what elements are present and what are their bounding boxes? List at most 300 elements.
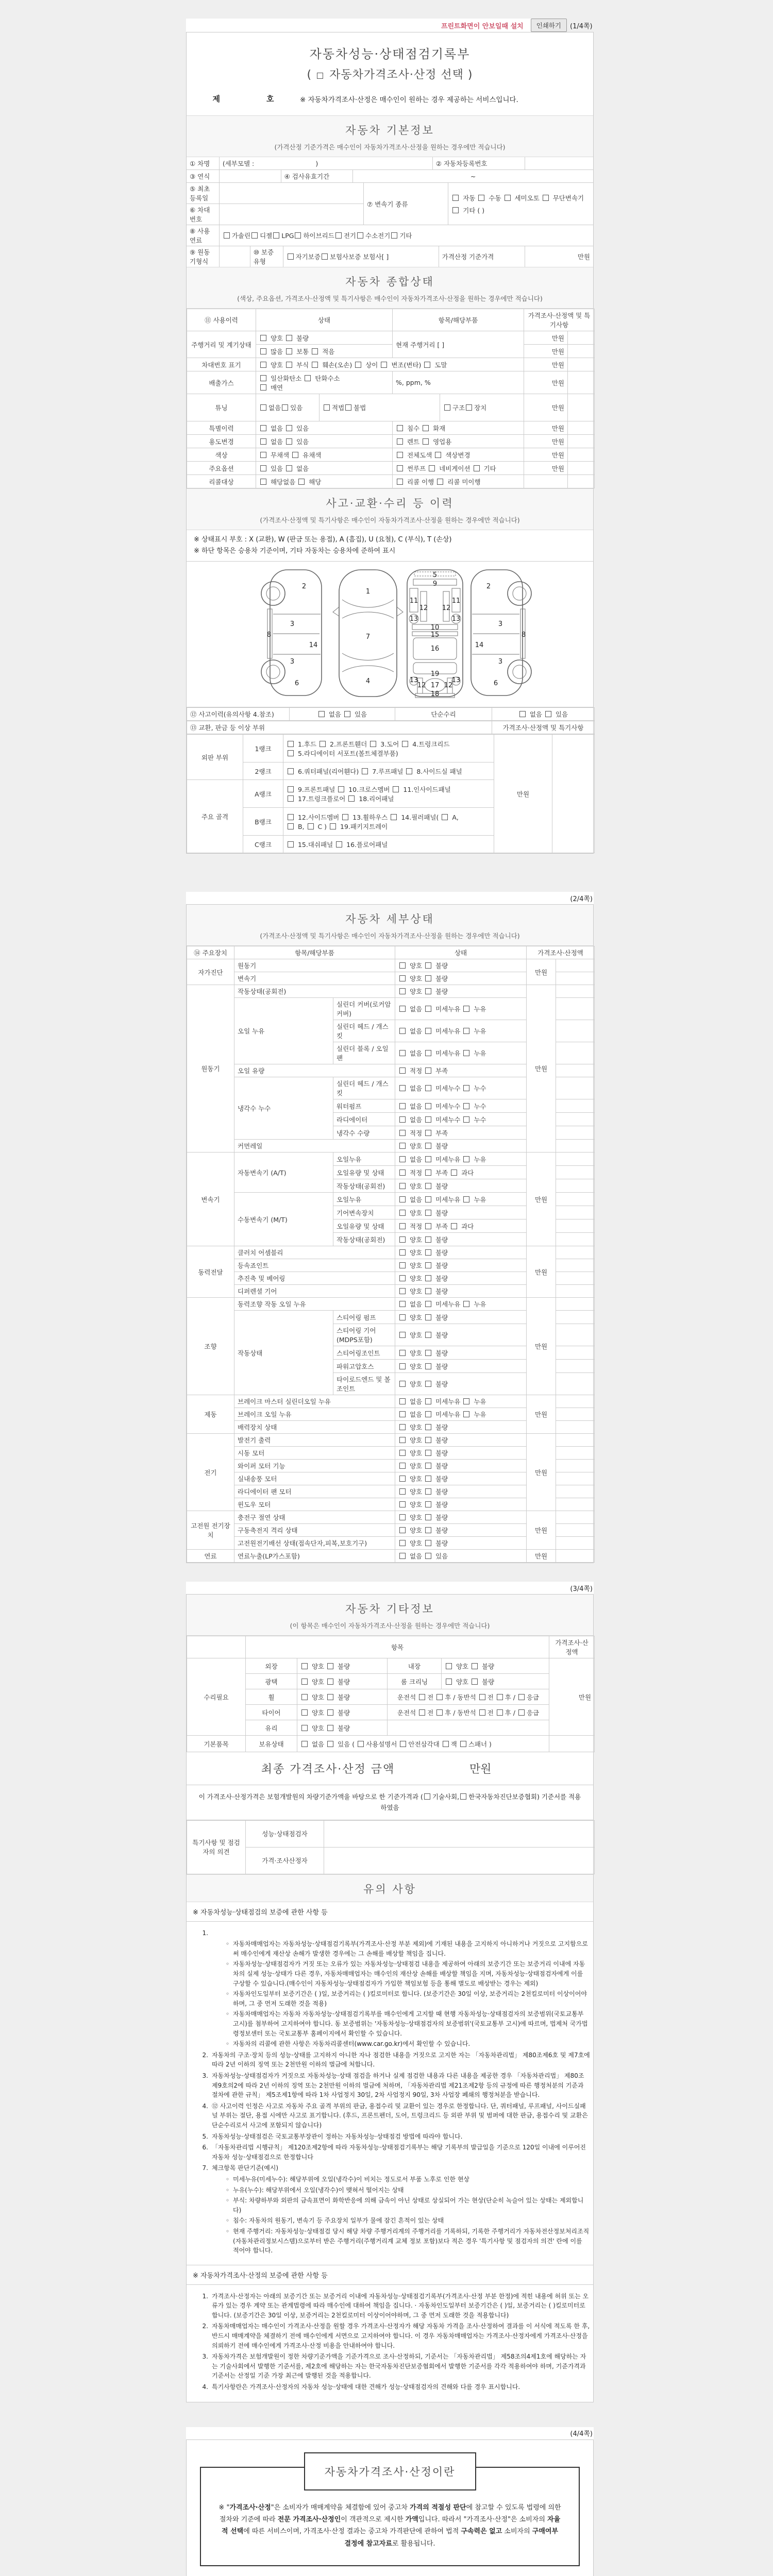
- notes-cell[interactable]: [556, 1153, 595, 1166]
- checkbox[interactable]: [399, 1156, 406, 1162]
- checkbox[interactable]: [425, 1249, 431, 1256]
- checkbox[interactable]: [425, 1223, 431, 1229]
- checkbox[interactable]: [399, 1288, 406, 1294]
- checkbox[interactable]: [399, 1130, 406, 1136]
- checkbox[interactable]: [399, 1170, 406, 1176]
- checkbox[interactable]: [425, 1476, 431, 1482]
- checkbox[interactable]: [399, 988, 406, 994]
- checkbox[interactable]: [288, 823, 294, 829]
- checkbox[interactable]: [425, 1363, 431, 1369]
- checkbox[interactable]: [399, 1275, 406, 1281]
- field-car-name-input[interactable]: (세부모델 : ): [220, 157, 433, 170]
- checkbox[interactable]: [399, 1350, 406, 1356]
- notes-cell[interactable]: [556, 1140, 595, 1153]
- checkbox[interactable]: [425, 1210, 431, 1216]
- notes-cell[interactable]: [556, 1460, 595, 1472]
- checkbox[interactable]: [442, 814, 448, 820]
- checkbox[interactable]: [479, 1709, 485, 1716]
- checkbox[interactable]: [425, 1314, 431, 1320]
- state-cell: 많음 보통 적음: [256, 345, 393, 358]
- notes-cell[interactable]: [556, 1434, 595, 1447]
- checkbox[interactable]: [466, 404, 472, 411]
- checkbox[interactable]: [327, 1679, 333, 1685]
- checkbox[interactable]: [399, 1553, 406, 1559]
- price-cell[interactable]: [549, 1736, 595, 1752]
- checkbox[interactable]: [399, 1116, 406, 1123]
- diagram-part-number: 8: [266, 631, 271, 639]
- checkbox[interactable]: [295, 232, 301, 239]
- checkbox[interactable]: [436, 1709, 443, 1716]
- checkbox[interactable]: [425, 1236, 431, 1243]
- checkbox[interactable]: [399, 1363, 406, 1369]
- notes-cell[interactable]: [556, 1219, 595, 1233]
- checkbox[interactable]: [260, 479, 266, 485]
- checkbox[interactable]: [399, 962, 406, 969]
- state-cell: 양호 불량: [395, 1511, 527, 1524]
- checkbox[interactable]: [260, 425, 266, 431]
- checkbox[interactable]: [425, 1411, 431, 1417]
- checkbox[interactable]: [463, 1196, 469, 1202]
- checkbox[interactable]: [381, 362, 387, 368]
- checkbox[interactable]: [399, 1028, 406, 1034]
- checkbox[interactable]: [397, 479, 403, 485]
- checkbox[interactable]: [425, 1437, 431, 1443]
- checkbox[interactable]: [425, 1085, 431, 1091]
- checkbox[interactable]: [425, 1196, 431, 1202]
- field-year-input[interactable]: [220, 170, 281, 182]
- checkbox[interactable]: [327, 1663, 333, 1669]
- checkbox[interactable]: [282, 404, 288, 411]
- row-label: 특별이력: [187, 421, 256, 435]
- checkbox[interactable]: [425, 1156, 431, 1162]
- page-2: [186, 904, 594, 1563]
- checkbox[interactable]: [425, 1527, 431, 1533]
- checkbox[interactable]: [320, 741, 326, 747]
- notes-cell[interactable]: [556, 1206, 595, 1219]
- checkbox[interactable]: [425, 1170, 431, 1176]
- notes-cell[interactable]: [556, 1126, 595, 1140]
- price-cell: 만원: [527, 1153, 556, 1246]
- checkbox[interactable]: [399, 1223, 406, 1229]
- notes-cell[interactable]: [556, 1311, 595, 1324]
- checkbox[interactable]: [399, 1067, 406, 1074]
- checkbox[interactable]: [399, 1424, 406, 1430]
- checkbox[interactable]: [260, 362, 266, 368]
- checkbox[interactable]: [322, 253, 328, 260]
- notes-cell[interactable]: [556, 1524, 595, 1537]
- state-cell: 없음 있음: [395, 1550, 527, 1563]
- checkbox[interactable]: [338, 786, 344, 792]
- checkbox[interactable]: [425, 1424, 431, 1430]
- section-overall-state: [187, 267, 593, 309]
- checkbox[interactable]: [399, 1236, 406, 1243]
- checkbox[interactable]: [399, 975, 406, 981]
- checkbox[interactable]: [444, 404, 450, 411]
- notes-cell[interactable]: [556, 1285, 595, 1298]
- checkbox[interactable]: [357, 232, 363, 239]
- checkbox[interactable]: [518, 1709, 525, 1716]
- checkbox[interactable]: [327, 1725, 333, 1731]
- checkbox[interactable]: [292, 452, 298, 458]
- checkbox[interactable]: [399, 1540, 406, 1546]
- checkbox[interactable]: [312, 348, 318, 354]
- transmission-options-line1: 자동 수동 세미오토 무단변속기: [451, 193, 584, 202]
- checkbox[interactable]: [301, 1741, 308, 1747]
- checkbox[interactable]: [288, 786, 294, 792]
- notes-cell[interactable]: [552, 735, 595, 853]
- checkbox[interactable]: [397, 425, 403, 431]
- checkbox[interactable]: [312, 362, 318, 368]
- checkbox[interactable]: [260, 335, 266, 341]
- notes-cell[interactable]: [568, 462, 595, 475]
- checkbox[interactable]: [463, 1156, 469, 1162]
- checkbox[interactable]: [406, 768, 412, 774]
- checkbox[interactable]: [425, 1288, 431, 1294]
- checkbox[interactable]: [298, 479, 305, 485]
- checkbox[interactable]: [399, 1210, 406, 1216]
- notes-cell[interactable]: [556, 1099, 595, 1113]
- diagram-part-number: 12: [417, 682, 426, 690]
- checkbox[interactable]: [463, 1411, 469, 1417]
- notes-cell[interactable]: [568, 421, 595, 435]
- checkbox[interactable]: [301, 1725, 308, 1731]
- checkbox[interactable]: [288, 814, 294, 820]
- notes-cell[interactable]: [556, 998, 595, 1020]
- checkbox[interactable]: [286, 465, 292, 471]
- checkbox[interactable]: [424, 362, 430, 368]
- checkbox[interactable]: [452, 207, 459, 213]
- checkbox[interactable]: [358, 1741, 364, 1747]
- price-cell: 만원: [527, 985, 556, 1153]
- notes-cell[interactable]: [556, 1511, 595, 1524]
- checkbox[interactable]: [519, 711, 526, 717]
- checkbox[interactable]: [399, 1103, 406, 1109]
- opinion-input[interactable]: [324, 1820, 595, 1847]
- notes-cell[interactable]: [556, 1259, 595, 1272]
- opinion-input[interactable]: [324, 1847, 595, 1874]
- checkbox[interactable]: [288, 795, 294, 802]
- car-diagram-svg: [243, 567, 537, 700]
- notes-cell[interactable]: [568, 331, 595, 345]
- checkbox[interactable]: [301, 1709, 308, 1716]
- notes-cell[interactable]: [568, 371, 595, 394]
- notes-cell[interactable]: [556, 1179, 595, 1193]
- notes-cell[interactable]: [556, 1472, 595, 1485]
- checkbox[interactable]: [463, 1050, 469, 1056]
- checkbox[interactable]: [425, 1006, 431, 1012]
- checkbox[interactable]: [399, 1527, 406, 1533]
- checkbox[interactable]: [342, 814, 348, 820]
- notes-cell[interactable]: [556, 1064, 595, 1077]
- notes-cell[interactable]: [568, 435, 595, 448]
- notes-cell[interactable]: [556, 1485, 595, 1498]
- checkbox[interactable]: [425, 1130, 431, 1136]
- checkbox[interactable]: [425, 1116, 431, 1123]
- checkbox[interactable]: [425, 1103, 431, 1109]
- checkbox[interactable]: [437, 479, 443, 485]
- checkbox[interactable]: [424, 1793, 430, 1800]
- checkbox[interactable]: [251, 232, 258, 239]
- checkbox[interactable]: [419, 1694, 425, 1700]
- checkbox[interactable]: [425, 1028, 431, 1034]
- checkbox[interactable]: [391, 814, 397, 820]
- checkbox[interactable]: [451, 1170, 457, 1176]
- checkbox[interactable]: [399, 1183, 406, 1189]
- checkbox[interactable]: [397, 438, 403, 445]
- checkbox[interactable]: [425, 975, 431, 981]
- print-install-notice[interactable]: 프린트화면이 안보일때 설치: [441, 22, 524, 30]
- checkbox[interactable]: [399, 1476, 406, 1482]
- checkbox[interactable]: [425, 1381, 431, 1387]
- checkbox[interactable]: [260, 375, 266, 381]
- checkbox[interactable]: [397, 452, 403, 458]
- notes-cell[interactable]: [556, 1246, 595, 1259]
- checkbox[interactable]: [301, 1663, 308, 1669]
- checkbox[interactable]: [399, 1411, 406, 1417]
- field-vin-input[interactable]: [220, 204, 364, 225]
- notes-cell[interactable]: [556, 1272, 595, 1285]
- checkbox[interactable]: [260, 465, 266, 471]
- notes-cell[interactable]: [556, 1408, 595, 1421]
- item-a-state: 양호 불량: [297, 1705, 388, 1720]
- checkbox[interactable]: [399, 1262, 406, 1268]
- notes-cell[interactable]: [556, 1166, 595, 1179]
- checkbox[interactable]: [399, 1143, 406, 1149]
- doc-title: [187, 32, 593, 85]
- checkbox[interactable]: [308, 823, 314, 829]
- car-diagram: [187, 562, 593, 707]
- checkbox[interactable]: [286, 335, 292, 341]
- checkbox[interactable]: [224, 232, 230, 239]
- checkbox[interactable]: [335, 232, 342, 239]
- field-engine-type-input[interactable]: [220, 246, 250, 267]
- possession-state: 없음 있음 ( 사용설명서 안전삼각대 잭 스패너 ): [297, 1736, 549, 1752]
- checkbox[interactable]: [425, 1143, 431, 1149]
- checkbox[interactable]: [399, 1314, 406, 1320]
- checkbox[interactable]: [423, 425, 429, 431]
- checkbox[interactable]: [288, 841, 294, 848]
- checkbox[interactable]: [273, 232, 279, 239]
- checkbox[interactable]: [425, 962, 431, 969]
- notice-bullet: ◦ 침수: 자동차의 원동기, 변속기 등 주요장치 일부가 물에 잠긴 흔적이 있는 상태: [226, 2217, 444, 2225]
- checkbox[interactable]: [399, 1301, 406, 1307]
- checkbox[interactable]: [345, 404, 351, 411]
- checkbox[interactable]: [301, 1679, 308, 1685]
- notes-cell[interactable]: [556, 1421, 595, 1434]
- notes-cell[interactable]: [568, 358, 595, 371]
- checkbox[interactable]: [399, 1085, 406, 1091]
- checkbox[interactable]: [443, 1741, 449, 1747]
- item-a-state: 양호 불량: [297, 1658, 388, 1674]
- checkbox[interactable]: [460, 1741, 466, 1747]
- checkbox[interactable]: [399, 1501, 406, 1507]
- checkbox[interactable]: [324, 404, 330, 411]
- checkbox[interactable]: [399, 1488, 406, 1495]
- checkbox[interactable]: [543, 195, 549, 201]
- checkbox[interactable]: [399, 1332, 406, 1338]
- checkbox[interactable]: [400, 1741, 406, 1747]
- checkbox[interactable]: [397, 465, 403, 471]
- checkbox[interactable]: [460, 1793, 466, 1800]
- checkbox[interactable]: [370, 741, 376, 747]
- checkbox[interactable]: [419, 1709, 425, 1716]
- notes-cell[interactable]: [556, 959, 595, 972]
- checkbox[interactable]: [399, 1196, 406, 1202]
- checkbox[interactable]: [425, 1262, 431, 1268]
- checkbox[interactable]: [505, 195, 511, 201]
- checkbox[interactable]: [425, 1067, 431, 1074]
- checkbox[interactable]: [286, 362, 292, 368]
- notes-cell[interactable]: [556, 1193, 595, 1206]
- notes-cell[interactable]: [568, 475, 595, 488]
- notes-cell[interactable]: [556, 1346, 595, 1360]
- checkbox[interactable]: [286, 438, 292, 445]
- item-wide-state: [388, 1720, 549, 1736]
- checkbox[interactable]: [348, 795, 355, 802]
- checkbox[interactable]: [327, 1694, 333, 1700]
- checkbox[interactable]: [446, 1679, 452, 1685]
- notes-cell[interactable]: [556, 1113, 595, 1126]
- checkbox[interactable]: [286, 425, 292, 431]
- item-b-label: 룸 크리닝: [388, 1674, 442, 1689]
- field-inspection-period-label: ④ 검사유효기간: [281, 170, 354, 182]
- checkbox[interactable]: [451, 1223, 457, 1229]
- checkbox[interactable]: [288, 768, 294, 774]
- checkbox[interactable]: [399, 1463, 406, 1469]
- checkbox[interactable]: [425, 1488, 431, 1495]
- checkbox[interactable]: [260, 348, 266, 354]
- checkbox[interactable]: [260, 404, 266, 411]
- notes-cell[interactable]: [556, 1020, 595, 1042]
- checkbox[interactable]: [288, 253, 294, 260]
- item-label: 오일 유량: [234, 1064, 395, 1077]
- checkbox[interactable]: [393, 786, 399, 792]
- diagram-part-number: 13: [409, 676, 418, 685]
- checkbox[interactable]: [399, 1050, 406, 1056]
- checkbox[interactable]: [301, 1694, 308, 1700]
- checkbox[interactable]: [327, 1709, 333, 1716]
- field-inspection-period-input[interactable]: ~: [470, 172, 476, 180]
- checkbox[interactable]: [479, 1694, 485, 1700]
- notes-cell[interactable]: [556, 1298, 595, 1311]
- checkbox[interactable]: [344, 711, 350, 717]
- checkbox[interactable]: [425, 1553, 431, 1559]
- checkbox[interactable]: [425, 1463, 431, 1469]
- checkbox[interactable]: [399, 1249, 406, 1256]
- checkbox[interactable]: [399, 1006, 406, 1012]
- checkbox[interactable]: [425, 1183, 431, 1189]
- checkbox[interactable]: [399, 1514, 406, 1520]
- checkbox[interactable]: [478, 195, 484, 201]
- checkbox[interactable]: [399, 1398, 406, 1404]
- checkbox[interactable]: [399, 1450, 406, 1456]
- checkbox[interactable]: [463, 1116, 469, 1123]
- checkbox[interactable]: [435, 452, 441, 458]
- notes-cell[interactable]: [556, 1395, 595, 1408]
- checkbox[interactable]: [318, 711, 325, 717]
- checkbox[interactable]: [399, 1437, 406, 1443]
- checkbox[interactable]: [260, 438, 266, 445]
- checkbox[interactable]: [436, 1694, 443, 1700]
- checkbox[interactable]: [355, 362, 361, 368]
- notes-cell[interactable]: [556, 1550, 595, 1563]
- checkbox[interactable]: [452, 195, 459, 201]
- checkbox[interactable]: [305, 375, 311, 381]
- checkbox[interactable]: [362, 768, 368, 774]
- checkbox[interactable]: [545, 711, 551, 717]
- checkbox[interactable]: [425, 1540, 431, 1546]
- notes-cell[interactable]: [556, 1077, 595, 1099]
- checkbox[interactable]: [425, 1350, 431, 1356]
- notes-cell[interactable]: [568, 448, 595, 462]
- checkbox[interactable]: [425, 1450, 431, 1456]
- checkbox[interactable]: [330, 823, 336, 829]
- checkbox[interactable]: [336, 841, 342, 848]
- print-button[interactable]: 인쇄하기: [531, 19, 567, 32]
- notes-cell[interactable]: [556, 972, 595, 985]
- checkbox[interactable]: [463, 1103, 469, 1109]
- checkbox[interactable]: [425, 1501, 431, 1507]
- checkbox[interactable]: [425, 1398, 431, 1404]
- notes-cell[interactable]: [556, 1233, 595, 1246]
- checkbox[interactable]: [260, 452, 266, 458]
- checkbox[interactable]: [518, 1694, 525, 1700]
- checkbox[interactable]: [425, 1050, 431, 1056]
- checkbox[interactable]: [327, 1741, 333, 1747]
- checkbox[interactable]: [425, 1275, 431, 1281]
- checkbox[interactable]: [474, 465, 480, 471]
- checkbox[interactable]: [425, 1301, 431, 1307]
- checkbox[interactable]: [391, 232, 397, 239]
- checkbox[interactable]: [317, 73, 323, 79]
- field-reg-no-input[interactable]: [525, 157, 593, 170]
- checkbox[interactable]: [463, 1398, 469, 1404]
- notes-cell[interactable]: [556, 1498, 595, 1511]
- checkbox[interactable]: [472, 1679, 478, 1685]
- checkbox[interactable]: [286, 348, 292, 354]
- checkbox[interactable]: [288, 750, 294, 756]
- notes-cell[interactable]: [556, 1042, 595, 1064]
- checkbox[interactable]: [423, 438, 429, 445]
- checkbox[interactable]: [463, 1006, 469, 1012]
- checkbox[interactable]: [260, 384, 266, 391]
- checkbox[interactable]: [399, 1381, 406, 1387]
- checkbox[interactable]: [425, 988, 431, 994]
- notes-cell[interactable]: [556, 1447, 595, 1460]
- checkbox[interactable]: [472, 1663, 478, 1669]
- diagram-part-number: 2: [486, 583, 491, 591]
- checkbox[interactable]: [288, 741, 294, 747]
- field-first-reg-input[interactable]: [220, 183, 364, 204]
- checkbox[interactable]: [402, 741, 408, 747]
- checkbox[interactable]: [463, 1085, 469, 1091]
- checkbox[interactable]: [429, 465, 435, 471]
- checkbox[interactable]: [425, 1514, 431, 1520]
- notes-cell[interactable]: [556, 1373, 595, 1395]
- notes-cell[interactable]: [556, 1324, 595, 1346]
- notes-cell[interactable]: [568, 394, 595, 421]
- notes-cell[interactable]: [556, 1537, 595, 1550]
- checkbox[interactable]: [446, 1663, 452, 1669]
- checkbox[interactable]: [463, 1028, 469, 1034]
- checkbox[interactable]: [425, 1332, 431, 1338]
- notes-cell[interactable]: [556, 1360, 595, 1373]
- notes-cell[interactable]: [556, 985, 595, 998]
- notes-cell[interactable]: [568, 345, 595, 358]
- checkbox[interactable]: [497, 1709, 503, 1716]
- checkbox[interactable]: [463, 1301, 469, 1307]
- checkbox[interactable]: [497, 1694, 503, 1700]
